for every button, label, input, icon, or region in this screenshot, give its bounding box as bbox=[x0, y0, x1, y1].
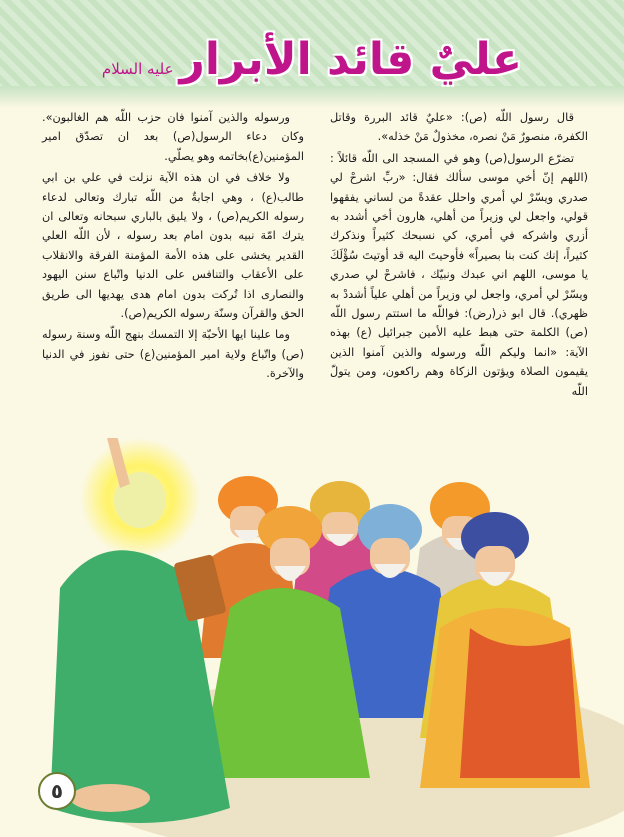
paragraph: ولا خلاف في ان هذه الآية نزلت في علي بن ابي طالب(ع) ، وهي اجابةٌ من اللّه تبارك وتعالى لدعاء رسوله الكريم(ص) ، ولا يليق بالباري سبحانه وتعالى ان يترك امّة نبيه بدون امام بعد رسوله ، لأن اللّه العلي القدير يخشى على هذه الأمة المؤمنة الفرقة والانقلاب على الأعقاب والتنافس على الدنيا واتّباع سنن اليهود والنصارى اذا تُركت بدون امام هدى يهديها الى طريق الحق والقرآن وسنّة رسوله الكريم(ص). bbox=[42, 171, 304, 321]
paragraph: ورسوله والذين آمنوا فان حزب اللّه هم الغالبون». وكان دعاء الرسول(ص) بعد ان تصدّق امير المؤمنين(ع)بخاتمه وهو يصلّي. bbox=[42, 111, 304, 163]
title-text: عليٌ قائد الأبرار bbox=[179, 34, 523, 85]
paragraph: قال رسول اللّه (ص): «عليٌ قائد البررة وقاتل الكفرة، منصورٌ مَنْ نصره، مخذولٌ مَنْ خذله». bbox=[330, 111, 588, 144]
seated-figure bbox=[420, 608, 590, 788]
page-title bbox=[0, 34, 624, 85]
paragraph: تضرّع الرسول(ص) وهو في المسجد الى اللّه قائلاً : (اللهم إنّ أخي موسى سألك فقال: «ربِّ اشرحْ لي صدري ويسّرْ لي أمري واحلل عقدةً من لساني يفقهوا قولي، واجعل لي وزيراً من أهلي، هارون أخي أشدد به أزري واشركه في أمري، كي نسبحك كثيراً ونذكرك كثيراً، إنك كنت بنا بصيراً» فأوحيتَ اليه قد أوتيتَ سُؤْلَكَ يا موسى، اللهم اني عبدك ونبيّك ، فاشرحْ لي صدري ويسّرْ لي أمري، واجعل لي وزيراً من أهلي علياً أشددْ به ظهري). قال ابو ذر(رض): فواللّه ما استتم رسول اللّه (ص) الكلمة حتى هبط عليه الأمين جبرائيل (ع) بهذه الآية: «انما وليكم اللّه ورسوله والذين آمنوا الذين يقيمون الصلاة ويؤتون الزكاة وهم راكعون، ومن يتولّ اللّه bbox=[330, 151, 588, 398]
text-column-right bbox=[330, 108, 588, 403]
honorific-calligraphy: عليه السلام bbox=[101, 60, 174, 78]
paragraph: وما علينا ايها الأحبّة إلا التمسك بنهج اللّه وسنة رسوله (ص) واتّباع ولاية امير المؤمنين(ع) حتى نفوز في الدنيا والآخرة. bbox=[42, 328, 304, 381]
illustration bbox=[0, 438, 624, 837]
text-column-left bbox=[42, 108, 304, 386]
page-number: ٥ bbox=[38, 772, 76, 810]
